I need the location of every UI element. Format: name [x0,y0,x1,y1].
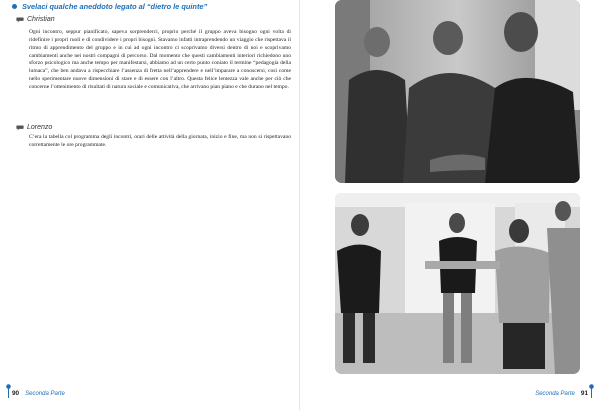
paragraph-lorenzo: C’era la tabella col programma degli incontri, orari delle attività della giornata, inizio e fine, ma non si rispettavano correttamente le ore programmate. [29,134,291,148]
page-number: 91 [580,390,588,397]
photo-workshop-activity-image [335,193,580,374]
speaker-name: Christian [27,16,55,23]
footer-left [12,390,65,397]
section-heading [12,2,292,11]
page-marker-icon [6,384,11,398]
photo-group-discussion-image [335,0,580,183]
section-label: Seconda Parte [535,390,575,397]
heading-text: Svelaci qualche aneddoto legato al “dietro le quinte” [22,2,208,11]
paragraph-christian: Ogni incontro, seppur pianificato, sapeva sorprenderci, proprio perché il gruppo aveva bisogno ogni volta di ridefinire i propri ruoli e di condividere i propri bisogni. Stavamo infatti intraprendendo un viaggio che rispettava il ritmo di apprendimento del gruppo e in cui ad ogni incontro ci scoprivamo diversi dentro di noi e scoprivamo cambiamenti anche nei nostri compagni di percorso. Dal momento che questi cambiamenti interiori richiedono uno sforzo psicologico ma anche tempo per manifestarsi, abbiamo ad un certo punto coniato il termine “pedagogia della lumaca”, che ben andava a rispecchiare l’assenza di fretta nell’apprendere e nell’imparare a conoscersi, così come nello sperimentare nuove dimensioni di stare e di essere con l’altro. Questa felice lentezza vale anche per ciò che concerne l’ottenimento di risultati di natura sociale e comunicativa, che arrivano pian piano e che durano nel tempo. [29,29,291,90]
page-number: 90 [12,390,20,397]
footer-right [535,390,588,397]
section-label: Seconda Parte [25,390,65,397]
photo-workshop-activity [335,193,580,374]
speech-bubble-icon [16,125,24,131]
speech-bubble-icon [16,17,24,23]
speaker-lorenzo [16,124,52,131]
heading-bullet-icon [12,4,17,9]
speaker-name: Lorenzo [27,124,53,131]
photo-group-discussion [335,0,580,183]
right-page [300,0,600,410]
page-marker-icon [589,384,594,398]
speaker-christian [16,16,55,23]
